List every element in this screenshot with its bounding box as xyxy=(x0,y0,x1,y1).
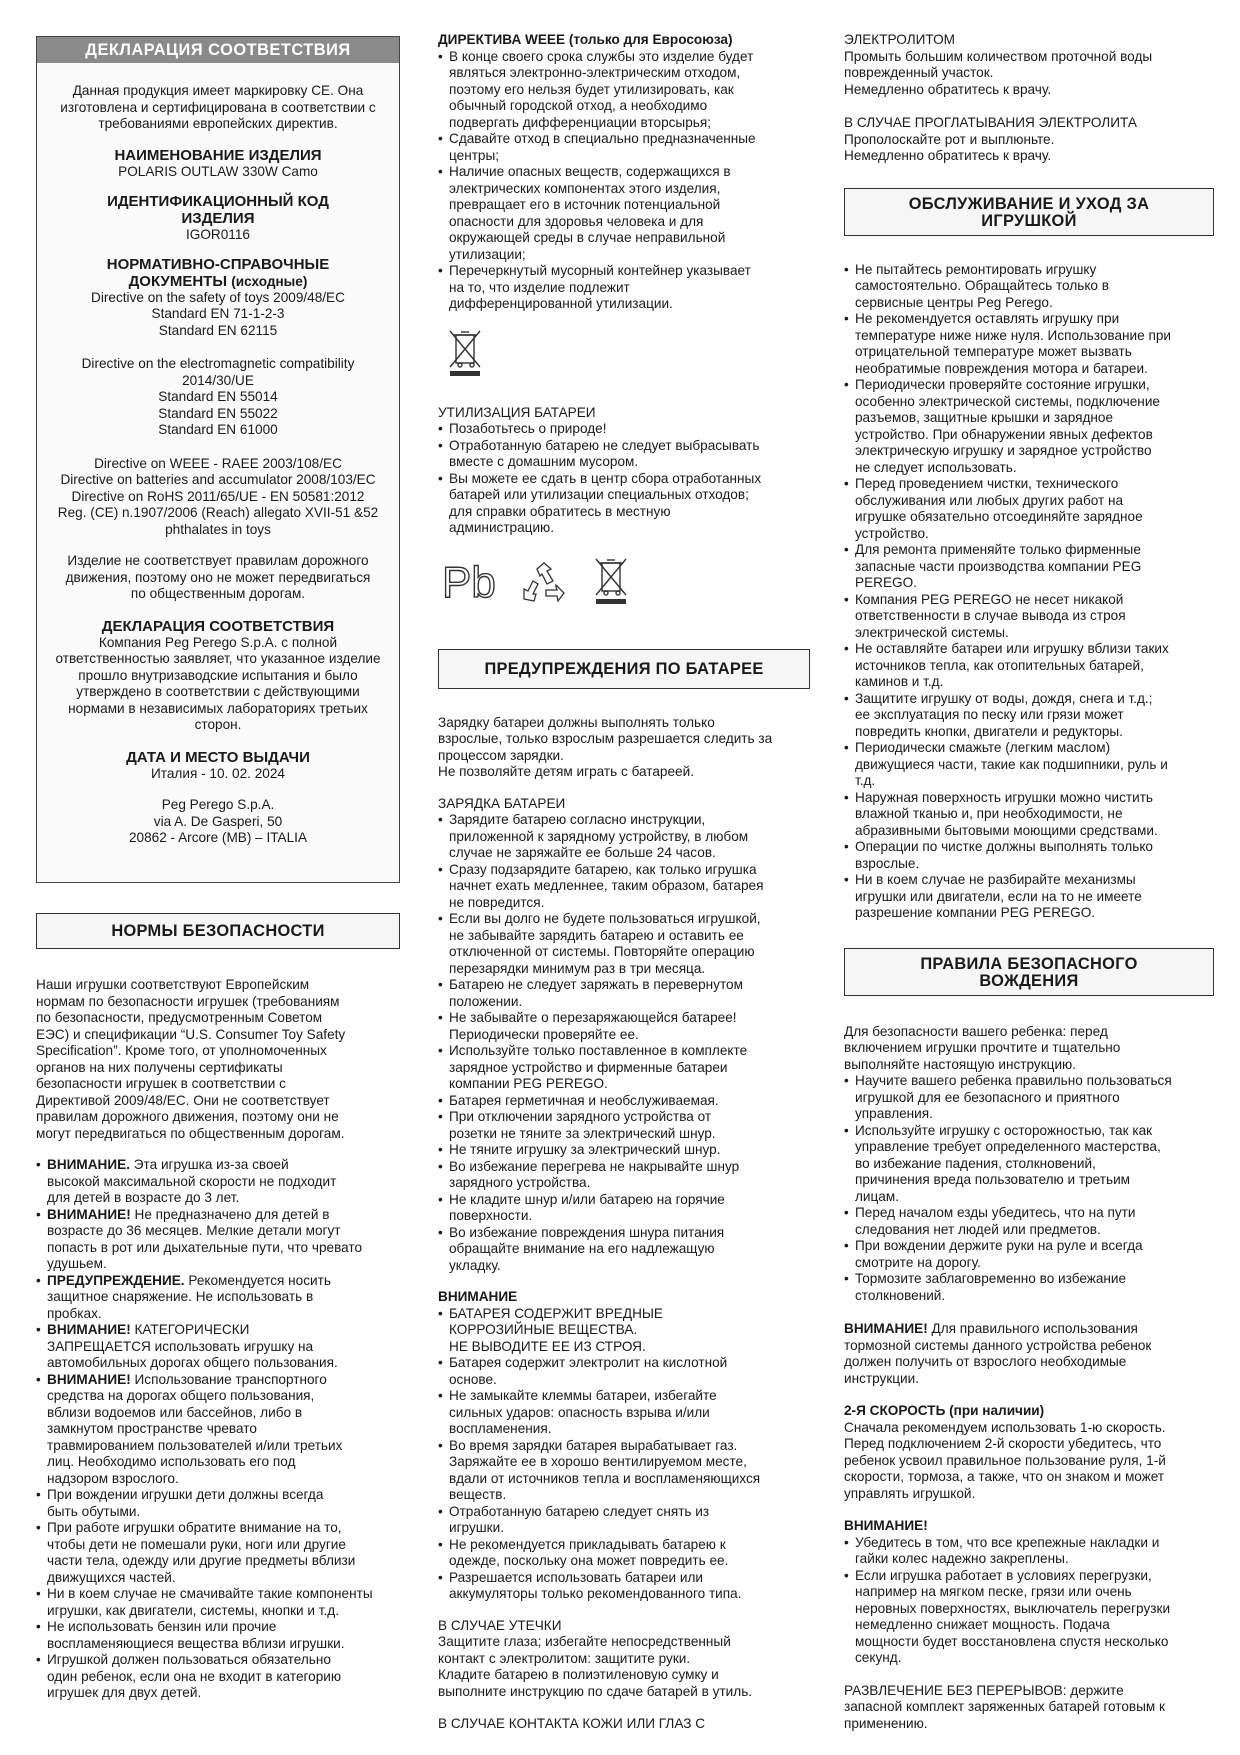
text-line: Standard EN 71-1-2-3 xyxy=(151,306,285,321)
list-item: • Научите вашего ребенка правильно пользоваться игрушкой для ее безопасного и приятного управления. xyxy=(844,1073,1214,1123)
pb-icon: Pb xyxy=(442,557,496,607)
list-item: • Не кладите шнур и/или батарею на горячие поверхности. xyxy=(438,1192,810,1225)
text-line: управлять игрушкой. xyxy=(844,1485,976,1501)
list-item: • Используйте игрушку с осторожностью, так как управление требует определенного мастерства, во избежание падения, столкновений, причинения вреда пользователю и третьим лицам. xyxy=(844,1123,1214,1206)
text-line: по безопасности, предусмотренным Советом xyxy=(36,1010,323,1025)
text-line: Reg. (CE) n.1907/2006 (Reach) allegato XVII-51 &52 xyxy=(57,505,379,520)
text-line: Standard EN 55022 xyxy=(158,405,278,421)
list-item: • БАТАРЕЯ СОДЕРЖИТ ВРЕДНЫЕ КОРРОЗИЙНЫЕ ВЕЩЕСТВА. НЕ ВЫВОДИТЕ ЕЕ ИЗ СТРОЯ. xyxy=(438,1306,810,1356)
maintenance-list xyxy=(844,262,1214,922)
text-line: выполняйте настоящую инструкцию. xyxy=(844,1056,1077,1072)
road-note xyxy=(39,553,397,603)
list-item: • Батарея содержит электролит на кислотной основе. xyxy=(438,1355,810,1388)
text-line: Промыть большим количеством проточной воды xyxy=(844,48,1153,64)
conformity-title: ДЕКЛАРАЦИЯ СООТВЕТСТВИЯ xyxy=(101,617,335,635)
text-line: Защитите глаза; избегайте непосредственный xyxy=(438,1634,731,1649)
list-item: • Для ремонта применяйте только фирменные запасные части производства компании PEG PEREGO. xyxy=(844,542,1214,592)
list-item: • Сдавайте отход в специально предназначенные центры; xyxy=(438,131,810,164)
ref-docs-title: НОРМАТИВНО-СПРАВОЧНЫЕ xyxy=(106,255,330,273)
swallow-title: В СЛУЧАЕ ПРОГЛАТЫВАНИЯ ЭЛЕКТРОЛИТА xyxy=(844,115,1137,130)
text-line: запасной комплект заряженных батарей готовым к xyxy=(844,1699,1165,1714)
list-item: • Во избежание повреждения шнура питания обращайте внимание на его надлежащую укладку. xyxy=(438,1225,810,1275)
brake-attention: ВНИМАНИЕ! Для правильного использования тормозной системы данного устройства ребенок должен получить от взрослого необходимые инструкции. xyxy=(844,1321,1214,1387)
leak-title: В СЛУЧАЕ УТЕЧКИ xyxy=(438,1617,562,1633)
driving-intro xyxy=(844,1024,1214,1074)
rinse-text xyxy=(844,49,1214,99)
driving-list xyxy=(844,1073,1214,1304)
id-code-title: ИДЕНТИФИКАЦИОННЫЙ КОД xyxy=(107,193,329,210)
list-item: • Отработанную батарею следует снять из игрушки. xyxy=(438,1504,810,1537)
text-line: Peg Perego S.p.A. xyxy=(161,797,275,812)
text-line: сторон. xyxy=(194,717,242,732)
title-line: ИГРУШКОЙ xyxy=(981,211,1077,230)
list-item: • При вождении держите руки на руле и всегда смотрите на дорогу. xyxy=(844,1238,1214,1271)
text-line: Перед подключением 2-й скорости убедитесь, что xyxy=(844,1436,1162,1451)
text-line: Не позволяйте детям играть с батареей. xyxy=(438,764,694,779)
driving-title xyxy=(844,948,1214,996)
title-line: ВОЖДЕНИЯ xyxy=(979,971,1079,990)
id-code: IGOR0116 xyxy=(186,227,250,242)
list-item: • ВНИМАНИЕ! Использование транспортного средства на дорогах общего пользования, вблизи водоемов или бассейнов, либо в замкнутом пространстве чревато травмированием пользователей и/или третьих лиц. Необходимо использовать его под надзором взрослого. xyxy=(36,1372,400,1488)
recycle-icon xyxy=(520,561,568,605)
battery-warnings-intro xyxy=(438,715,810,781)
text-line: Прополоскайте рот и выплюньте. xyxy=(844,131,1055,147)
leak-text xyxy=(438,1634,810,1700)
text-line: ребенок усвоил правильное пользование руля, 1-й xyxy=(844,1452,1166,1468)
list-item: • Во избежание перегрева не накрывайте шнур зарядного устройства. xyxy=(438,1159,810,1192)
text-line: применению. xyxy=(844,1715,928,1731)
battery-disposal-title: УТИЛИЗАЦИЯ БАТАРЕИ xyxy=(438,404,596,420)
text-line: взрослые, только взрослым разрешается следить за xyxy=(438,731,773,746)
title-line: ПРАВИЛА БЕЗОПАСНОГО xyxy=(920,954,1138,973)
list-item: • Батарея герметичная и необслуживаемая. xyxy=(438,1093,810,1110)
text-line: по общественным дорогам. xyxy=(130,586,306,601)
list-item: • Перед началом езды убедитесь, что на пути следования нет людей или предметов. xyxy=(844,1205,1214,1238)
list-item: • Не пытайтесь ремонтировать игрушку самостоятельно. Обращайтесь только в сервисные центры Peg Perego. xyxy=(844,262,1214,312)
text-line: 2014/30/UE xyxy=(182,372,254,388)
text-line: Для безопасности вашего ребенка: перед xyxy=(844,1023,1108,1039)
standards-weee xyxy=(39,456,397,539)
attention2-list xyxy=(844,1535,1214,1667)
list-item: • Защитите игрушку от воды, дождя, снега и т.д.; ее эксплуатация по песку или грязи может повредить кнопки, двигатели и редукторы. xyxy=(844,691,1214,741)
text-line: Директивой 2009/48/EC. Они не соответствует xyxy=(36,1092,330,1108)
address xyxy=(39,797,397,847)
attention-label: ВНИМАНИЕ! xyxy=(844,1321,928,1336)
crossed-bin-icon xyxy=(446,327,810,377)
text-line: движения, поэтому оно не может передвигаться xyxy=(65,569,371,585)
text-line: скорости, тормоза, а также, что он знаком и может xyxy=(844,1469,1165,1484)
text-line: Directive on RoHS 2011/65/UE - EN 50581:2012 xyxy=(71,488,365,504)
list-item: • Если вы долго не будете пользоваться игрушкой, не забывайте зарядить батарею и оставить ее отключенной от системы. Повторяйте операцию перезарядки минимум раз в три месяца. xyxy=(438,911,810,977)
text-line: Немедленно обратитесь к врачу. xyxy=(844,148,1052,163)
text-line: могут передвигаться по общественным дорогам. xyxy=(36,1125,345,1141)
recycling-icons xyxy=(442,555,810,605)
text-line: требованиями европейских директив. xyxy=(98,116,338,131)
list-item: • При отключении зарядного устройства от розетки не тяните за электрический шнур. xyxy=(438,1109,810,1142)
list-item: • Не тяните игрушку за электрический шнур. xyxy=(438,1142,810,1159)
list-item: • ВНИМАНИЕ. Эта игрушка из-за своей высокой максимальной скорости не подходит для детей в возрасте до 3 лет. xyxy=(36,1157,400,1207)
list-item: • Разрешается использовать батареи или аккумуляторы только рекомендованного типа. xyxy=(438,1570,810,1603)
ref-docs-title: ДОКУМЕНТЫ (исходные) xyxy=(128,272,308,290)
text-line: Зарядку батареи должны выполнять только xyxy=(438,714,715,730)
text-line: должен получить от взрослого необходимые xyxy=(844,1354,1127,1369)
list-item: • Отработанную батарею не следует выбрасывать вместе с домашним мусором. xyxy=(438,438,810,471)
text-line: Directive on WEEE - RAEE 2003/108/EC xyxy=(94,455,342,471)
list-item: • ПРЕДУПРЕЖДЕНИЕ. Рекомендуется носить защитное снаряжение. Не использовать в пробках. xyxy=(36,1273,400,1323)
list-item: • ВНИМАНИЕ! Не предназначено для детей в возрасте до 36 месяцев. Мелкие детали могут попасть в рот или дыхательные пути, что чревато удушьем. xyxy=(36,1207,400,1273)
text-line: включением игрушки прочтите и тщательно xyxy=(844,1040,1121,1055)
list-item: • Операции по чистке должны выполнять только взрослые. xyxy=(844,839,1214,872)
text-line: Specification”. Кроме того, от уполномоченных xyxy=(36,1043,327,1058)
date-value: Италия - 10. 02. 2024 xyxy=(151,765,285,781)
text-line: Немедленно обратитесь к врачу. xyxy=(844,81,1052,97)
list-item: • Перечеркнутый мусорный контейнер указывает на то, что изделие подлежит дифференцированной утилизации. xyxy=(438,263,810,313)
list-item: • При вождении игрушки дети должны всегда быть обутыми. xyxy=(36,1487,400,1520)
text-line: безопасности игрушек в соответствии с xyxy=(36,1076,286,1091)
list-item: • В конце своего срока службы это изделие будет являться электронно-электрическим отходом, поэтому его нельзя будет утилизировать, как обычный городской отход, а необходимо подвергать дифференциации вторсырья; xyxy=(438,49,810,132)
text-line: поврежденный участок. xyxy=(844,65,994,80)
list-item: • Периодически смажьте (легким маслом) движущиеся части, такие как подшипники, руль и т.д. xyxy=(844,740,1214,790)
contact-title: В СЛУЧАЕ КОНТАКТА КОЖИ ИЛИ ГЛАЗ С xyxy=(438,1716,706,1731)
electrolyte-title: ЭЛЕКТРОЛИТОМ xyxy=(844,32,955,47)
weee-title: ДИРЕКТИВА WEEE (только для Евросоюза) xyxy=(438,32,733,47)
text-line: 20862 - Arcore (MB) – ITALIA xyxy=(128,830,308,845)
list-item: • Не оставляйте батареи или игрушку вблизи таких источников тепла, как отопительных батарей, каминов и т.д. xyxy=(844,641,1214,691)
list-item: • Перед проведением чистки, технического обслуживания или любых других работ на игрушке обязательно отсоединяйте зарядное устройство. xyxy=(844,476,1214,542)
list-item: • При работе игрушки обратите внимание на то, чтобы дети не помешали руки, ноги или другие части тела, одежду или другие предметы вблизи движущихся частей. xyxy=(36,1520,400,1586)
text-line: тормозной системы данного устройства ребенок xyxy=(844,1337,1152,1353)
text-line: процессом зарядки. xyxy=(438,747,564,763)
text-line: via A. De Gasperi, 50 xyxy=(153,813,283,829)
column-2 xyxy=(438,32,810,1733)
product-name: POLARIS OUTLAW 330W Camo xyxy=(118,163,318,179)
swallow-text xyxy=(844,132,1214,165)
safety-list xyxy=(36,1157,400,1702)
maintenance-title xyxy=(844,188,1214,236)
date-title: ДАТА И МЕСТО ВЫДАЧИ xyxy=(126,748,310,766)
text-line: Компания Peg Perego S.p.A. с полной xyxy=(98,634,338,650)
product-name-title: НАИМЕНОВАНИЕ ИЗДЕЛИЯ xyxy=(114,146,322,164)
declaration-box xyxy=(36,36,400,883)
list-item: • Во время зарядки батарея вырабатывает газ. Заряжайте ее в хорошо вентилируемом месте, вдали от источников тепла и воспламеняющихся веществ. xyxy=(438,1438,810,1504)
crossed-bin-icon xyxy=(592,555,630,605)
list-item: • Не замыкайте клеммы батареи, избегайте сильных ударов: опасность взрыва и/или воспламенения. xyxy=(438,1388,810,1438)
list-item: • Используйте только поставленное в комплекте зарядное устройство и фирменные батареи компании PEG PEREGO. xyxy=(438,1043,810,1093)
text-line: ответственностью заявляет, что указанное изделие xyxy=(55,651,381,666)
text-line: Изделие не соответствует правилам дорожного xyxy=(67,553,369,568)
text-line: Directive on batteries and accumulator 2008/103/EC xyxy=(60,472,376,487)
battery-disposal-list xyxy=(438,421,810,537)
text-line: контакт с электролитом: защитите руки. xyxy=(438,1650,691,1666)
text-line: РАЗВЛЕЧЕНИЕ БЕЗ ПЕРЕРЫВОВ: держите xyxy=(844,1682,1124,1698)
text-line: правилам дорожного движения, поэтому они не xyxy=(36,1109,339,1124)
text-line: Сначала рекомендуем использовать 1-ю скорость. xyxy=(844,1419,1166,1435)
declaration-header: ДЕКЛАРАЦИЯ СООТВЕТСТВИЯ xyxy=(37,37,399,63)
list-item: • ВНИМАНИЕ! КАТЕГОРИЧЕСКИ ЗАПРЕЩАЕТСЯ использовать игрушку на автомобильных дорогах общего пользования. xyxy=(36,1322,400,1372)
text-line: ЕЭС) и спецификации “U.S. Consumer Toy Safety xyxy=(36,1026,346,1042)
safety-section xyxy=(36,913,400,1702)
list-item: • Вы можете ее сдать в центр сбора отработанных батарей или утилизации специальных отходов; для справки обратитесь в местную администрацию. xyxy=(438,471,810,537)
attention-list xyxy=(438,1306,810,1603)
text-line: phthalates in toys xyxy=(165,521,271,537)
text-line: прошло внутризаводские испытания и было xyxy=(78,667,358,683)
list-item: • Убедитесь в том, что все крепежные накладки и гайки колес надежно закреплены. xyxy=(844,1535,1214,1568)
declaration-intro xyxy=(39,83,397,133)
list-item: • Тормозите заблаговременно во избежание столкновений. xyxy=(844,1271,1214,1304)
text-line: Directive on the safety of toys 2009/48/EC xyxy=(91,289,345,305)
charging-list xyxy=(438,812,810,1274)
list-item: • Не использовать бензин или прочие воспламеняющиеся вещества вблизи игрушки. xyxy=(36,1619,400,1652)
second-speed-title: 2-Я СКОРОСТЬ (при наличии) xyxy=(844,1403,1045,1418)
list-item: • Сразу подзарядите батарею, как только игрушка начнет ехать медленнее, таким образом, батарея не повредится. xyxy=(438,862,810,912)
standards-toys xyxy=(39,290,397,340)
list-item: • Если игрушка работает в условиях перегрузки, например на мягком песке, грязи или очень неровных поверхностях, выключатель перегрузки немедленно снижает мощность. Подача мощности будет восстановлена спустя несколько секунд. xyxy=(844,1568,1214,1667)
text-line: изготовлена и сертифицирована в соответствии с xyxy=(60,99,376,115)
list-item: • Зарядите батарею согласно инструкции, приложенной к зарядному устройству, в любом случае не заряжайте ее больше 24 часов. xyxy=(438,812,810,862)
fun-text xyxy=(844,1683,1214,1733)
text-line: органов на них получены сертификаты xyxy=(36,1059,283,1075)
text-line: Directive on the electromagnetic compatibility xyxy=(81,356,355,371)
text-line: выполните инструкцию по сдаче батарей в утиль. xyxy=(438,1683,753,1699)
text-line: нормами в независимых лабораториях третьих xyxy=(68,700,368,716)
list-item: • Ни в коем случае не разбирайте механизмы игрушки или двигатели, если на то не имеете разрешение компании PEG PEREGO. xyxy=(844,872,1214,922)
battery-warnings-title: ПРЕДУПРЕЖДЕНИЯ ПО БАТАРЕЕ xyxy=(438,649,810,689)
second-speed-text xyxy=(844,1420,1214,1503)
list-item: • Позаботьтесь о природе! xyxy=(438,421,810,438)
list-item: • Периодически проверяйте состояние игрушки, особенно электрической системы, подключение разъемов, защитные крышки и зарядное устройство. При обнаружении явных дефектов электрическую игрушку и зарядное устройство не следует использовать. xyxy=(844,377,1214,476)
text-line: утверждено в соответствии с действующими xyxy=(76,684,360,699)
text-line: нормам по безопасности игрушек (требованиям xyxy=(36,993,340,1009)
text-line: Standard EN 55014 xyxy=(158,389,278,404)
list-item: • Батарею не следует заряжать в перевернутом положении. xyxy=(438,977,810,1010)
column-3 xyxy=(844,32,1214,1732)
list-item: • Не рекомендуется прикладывать батарею к одежде, поскольку она может повредить ее. xyxy=(438,1537,810,1570)
list-item: • Не забывайте о перезаряжающейся батарее! Периодически проверяйте ее. xyxy=(438,1010,810,1043)
attention2-title: ВНИМАНИЕ! xyxy=(844,1518,928,1533)
charging-title: ЗАРЯДКА БАТАРЕИ xyxy=(438,795,566,811)
list-item: • Наличие опасных веществ, содержащихся в электрических компонентах этого изделия, превращает его в источник потенциальной опасности для здоровья человека и для окружающей среды в случае неправильной утилизации; xyxy=(438,164,810,263)
list-item: • Не рекомендуется оставлять игрушку при температуре ниже ниже нуля. Использование при отрицательной температуре может вызвать необратимые повреждения мотора и батареи. xyxy=(844,311,1214,377)
list-item: • Наружная поверхность игрушки можно чистить влажной тканью и, при необходимости, не абразивными бытовыми моющими средствами. xyxy=(844,790,1214,840)
safety-intro xyxy=(36,977,400,1142)
attention-title: ВНИМАНИЕ xyxy=(438,1289,518,1304)
text-line: инструкции. xyxy=(844,1370,920,1386)
text-line: Кладите батарею в полиэтиленовую сумку и xyxy=(438,1667,719,1682)
list-item: • Ни в коем случае не смачивайте такие компоненты игрушки, как двигатели, системы, кнопки и т.д. xyxy=(36,1586,400,1619)
list-item: • Компания PEG PEREGO не несет никакой ответственности в случае вывода из строя электрической системы. xyxy=(844,592,1214,642)
list-item: • Игрушкой должен пользоваться обязательно один ребенок, если она не входит в категорию игрушек для двух детей. xyxy=(36,1652,400,1702)
conformity-text xyxy=(39,635,397,734)
text-line: Standard EN 62115 xyxy=(158,322,278,338)
id-code-title: ИЗДЕЛИЯ xyxy=(181,210,255,227)
safety-title: НОРМЫ БЕЗОПАСНОСТИ xyxy=(36,913,400,949)
text-line: Наши игрушки соответствуют Европейским xyxy=(36,977,310,992)
standards-emc xyxy=(39,356,397,439)
title-line: ОБСЛУЖИВАНИЕ И УХОД ЗА xyxy=(908,194,1150,213)
text-line: Данная продукция имеет маркировку CE. Она xyxy=(72,83,364,98)
weee-list xyxy=(438,49,810,313)
text-line: Standard EN 61000 xyxy=(158,422,278,437)
